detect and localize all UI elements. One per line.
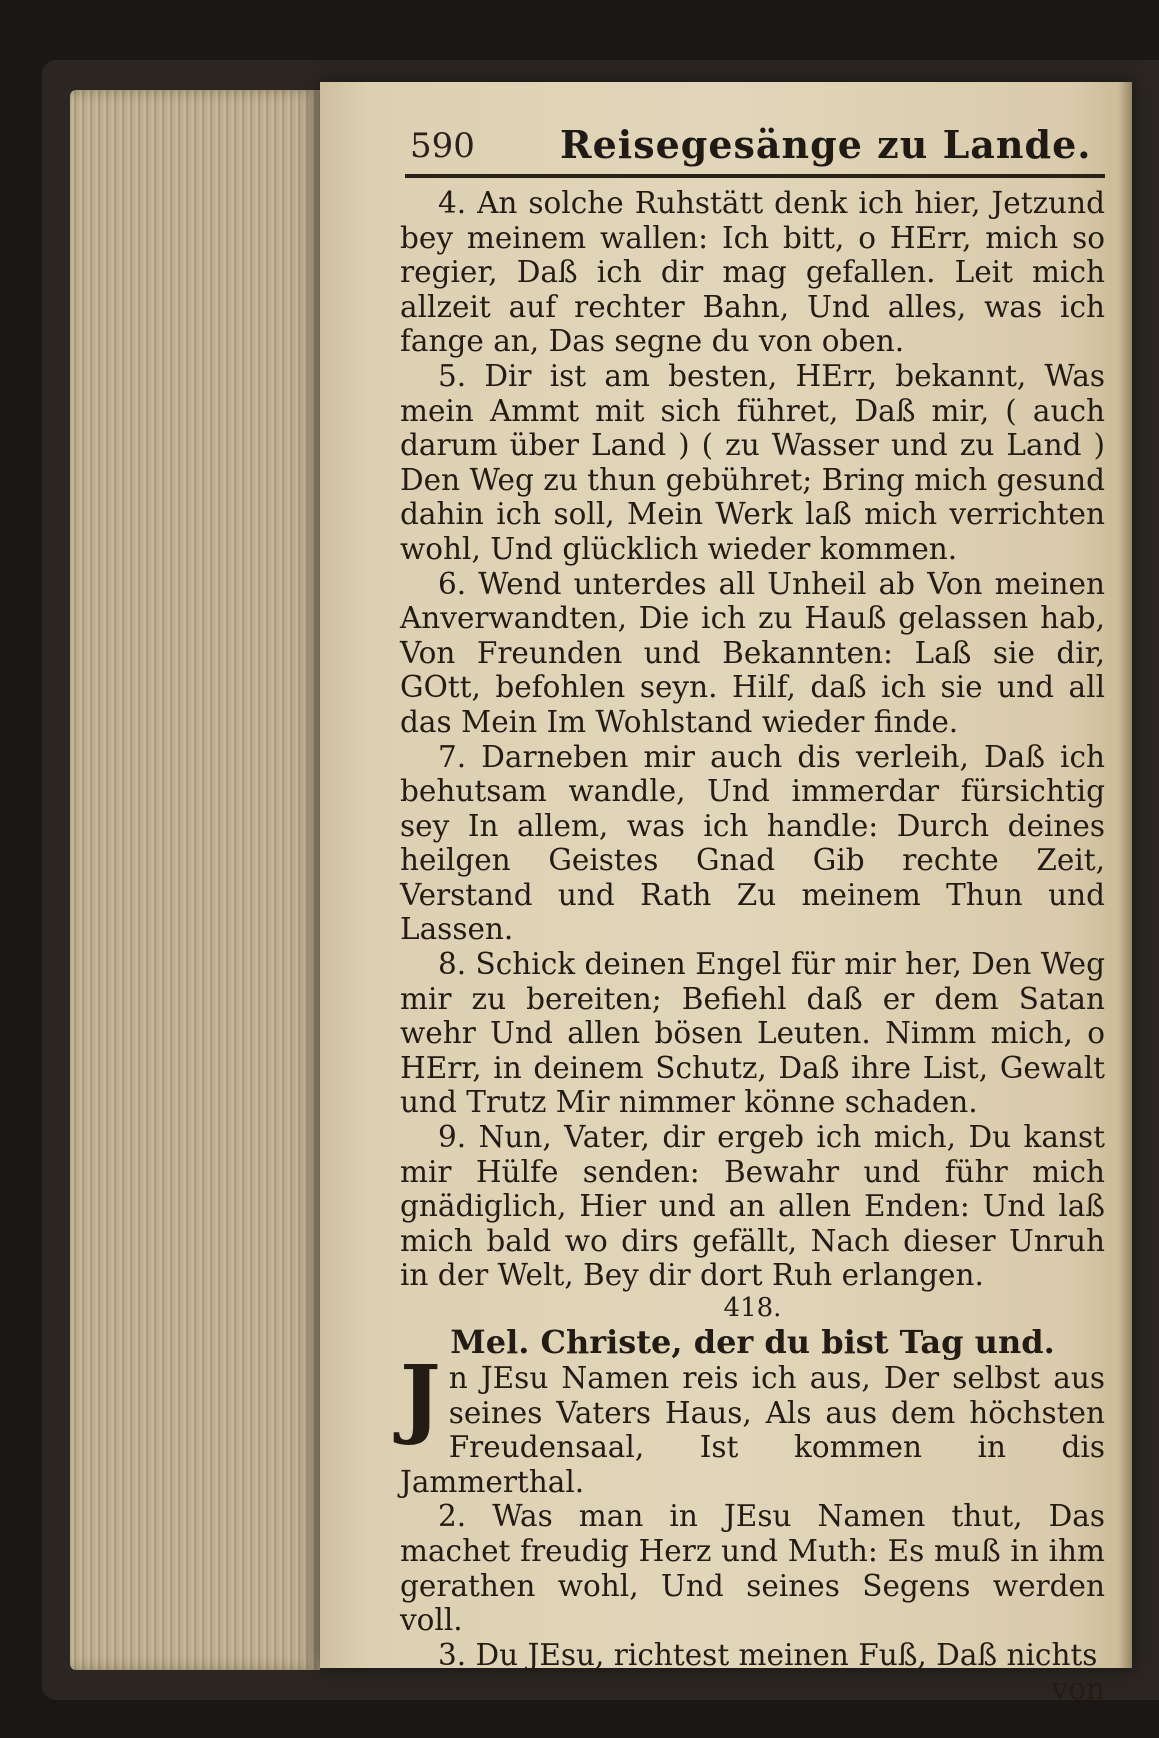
stanza-4: 4. An solche Ruhstätt denk ich hier, Jetzund bey meinem wallen: Ich bitt, o HErr, mich so regier, Daß ich dir mag gefallen. Leit mich allzeit auf rechter Bahn, Und alles, was ich fange an, Das segne du von oben. xyxy=(400,186,1105,359)
page-header xyxy=(410,122,1110,170)
hymn-first-stanza xyxy=(400,1347,1105,1499)
running-head: Reisegesänge zu Lande. xyxy=(560,122,1092,167)
stanza-7: 7. Darneben mir auch dis verleih, Daß ich behutsam wandle, Und immerdar fürsichtig sey In allem, was ich handle: Durch deines heilgen Geistes Gnad Gib rechte Zeit, Verstand und Rath Zu meinem Thun und Lassen. xyxy=(400,739,1105,947)
page-number: 590 xyxy=(410,126,475,166)
book-page xyxy=(320,82,1132,1707)
hymn-stanza-2: 2. Was man in JEsu Namen thut, Das machet freudig Herz und Muth: Es muß in ihm gerathen wohl, Und seines Segens werden voll. xyxy=(400,1499,1105,1638)
first-stanza-text: n JEsu Namen reis ich aus, Der selbst aus seines Vaters Haus, Als aus dem höchsten Freudensaal, Ist kommen in dis Jammerthal. xyxy=(400,1361,1105,1499)
catchword: von xyxy=(1051,1672,1105,1707)
stanza-5: 5. Dir ist am besten, HErr, bekannt, Was mein Ammt mit sich führet, Daß mir, ( auch darum über Land ) ( zu Wasser und zu Land ) Den Weg zu thun gebühret; Bring mich gesund dahin ich soll, Mein Werk laß mich verrichten wohl, Und glücklich wieder kommen. xyxy=(400,358,1105,566)
drop-cap: J xyxy=(400,1347,441,1448)
header-rule xyxy=(405,174,1105,178)
hymn-melody: Mel. Christe, der du bist Tag und. xyxy=(450,1323,1055,1361)
hymn-stanza-3: 3. Du JEsu, richtest meinen Fuß, Daß nichts xyxy=(438,1637,1098,1672)
stanza-6: 6. Wend unterdes all Unheil ab Von meinen Anverwandten, Die ich zu Hauß gelassen hab, Von Freunden und Bekannten: Laß sie dir, GOtt, befohlen seyn. Hilf, daß ich sie und all das Mein Im Wohlstand wieder finde. xyxy=(400,566,1105,739)
page-body xyxy=(400,186,1105,1707)
stanza-9: 9. Nun, Vater, dir ergeb ich mich, Du kanst mir Hülfe senden: Bewahr und führ mich gnädiglich, Hier und an allen Enden: Und laß mich bald wo dirs gefällt, Nach dieser Unruh in der Welt, Bey dir dort Ruh erlangen. xyxy=(400,1120,1105,1293)
page-edges xyxy=(70,90,320,1670)
page-gutter-shadow xyxy=(1118,82,1132,1668)
stanza-8: 8. Schick deinen Engel für mir her, Den Weg mir zu bereiten; Befiehl daß er dem Satan wehr Und allen bösen Leuten. Nimm mich, o HErr, in deinem Schutz, Daß ihre List, Gewalt und Trutz Mir nimmer könne schaden. xyxy=(400,947,1105,1120)
hymn-number: 418. xyxy=(723,1293,782,1323)
